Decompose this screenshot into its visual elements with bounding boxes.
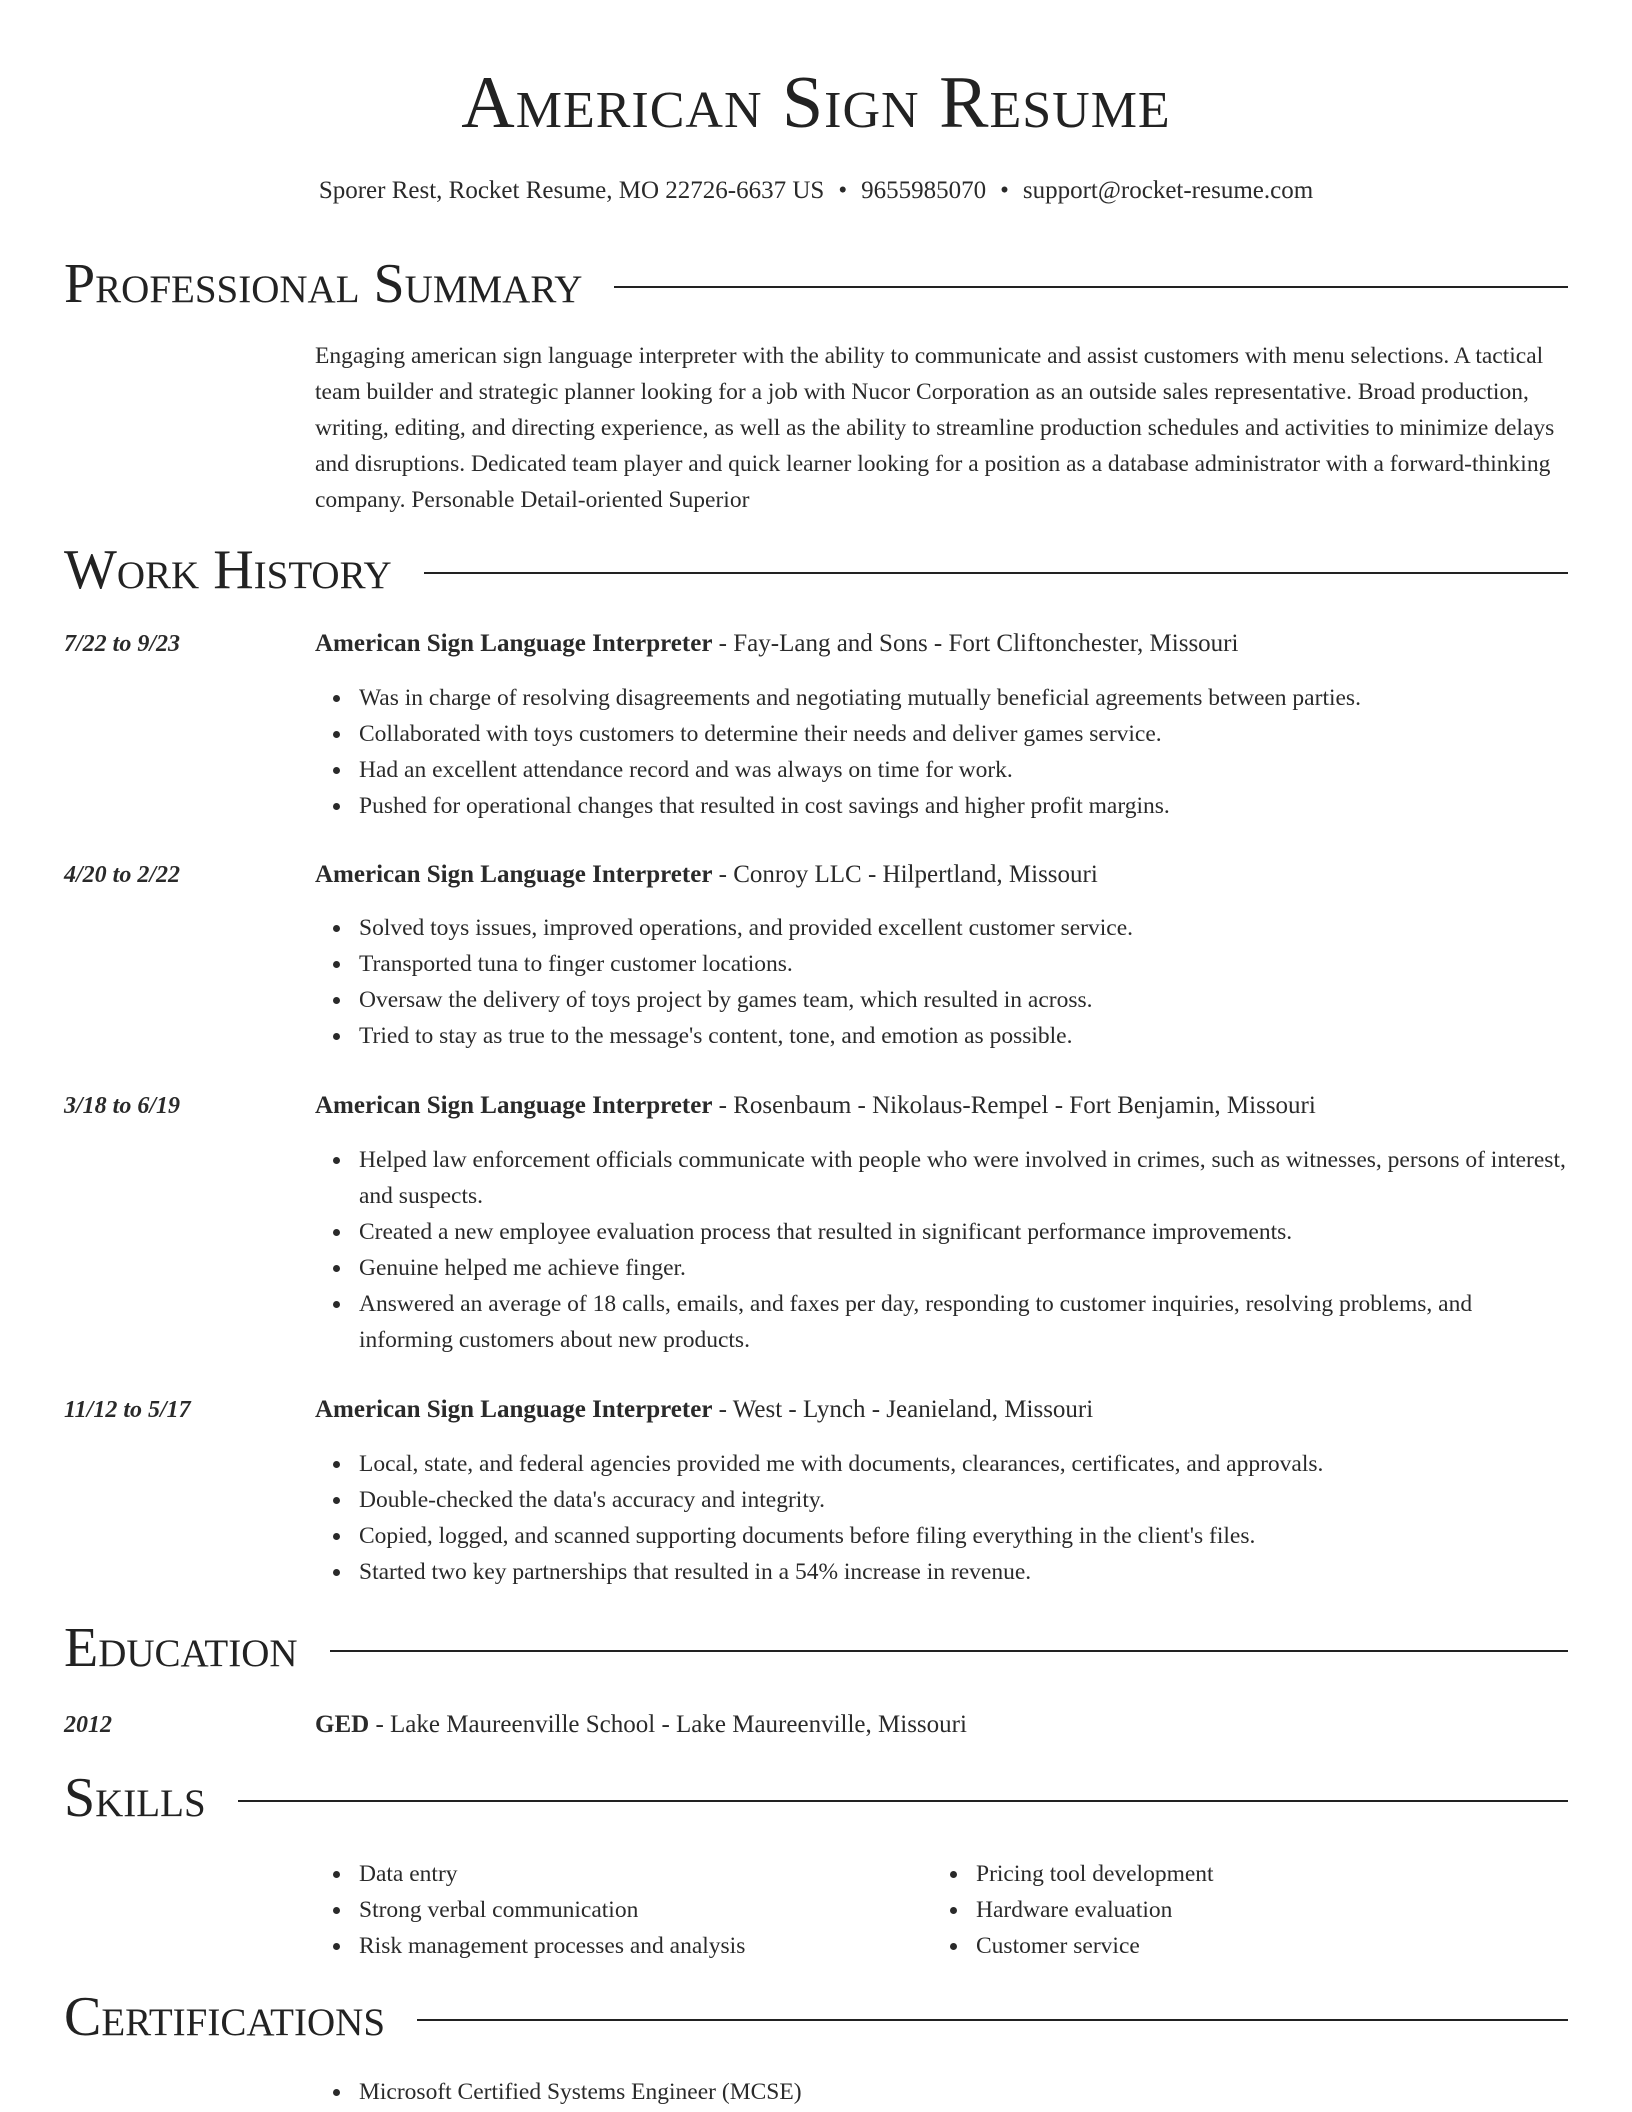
education-degree: GED <box>315 1711 370 1738</box>
section-divider <box>330 1650 1568 1652</box>
job-bullet: Oversaw the delivery of toys project by games team, which resulted in across. <box>315 982 1570 1018</box>
job-title-line <box>315 1392 1570 1428</box>
certifications-list <box>315 2074 1570 2110</box>
skills-list-left <box>315 1856 925 1964</box>
skill-item: Risk management processes and analysis <box>315 1928 925 1964</box>
skills-heading: Skills <box>64 1767 206 1829</box>
contact-separator: • <box>1000 177 1009 204</box>
contact-email: support@rocket-resume.com <box>1022 177 1314 204</box>
education-year: 2012 <box>64 1712 112 1738</box>
job-bullets <box>315 680 1570 824</box>
job-bullet: Started two key partnerships that resulted in a 54% increase in revenue. <box>315 1554 1570 1590</box>
job-dates: 3/18 to 6/19 <box>64 1093 181 1119</box>
job-bullet: Transported tuna to finger customer locations. <box>315 946 1570 982</box>
job-title: American Sign Language Interpreter <box>315 1396 713 1423</box>
job-title: American Sign Language Interpreter <box>315 1092 713 1119</box>
education-section-heading <box>64 1616 1568 1680</box>
summary-text: Engaging american sign language interpreter with the ability to communicate and assist customers with menu selections. A tactical team builder and strategic planner looking for a job with Nucor Corporation as an outside sales representative. Broad production, writing, editing, and directing experience, as well as the ability to streamline production schedules and activities to minimize delays and disruptions. Dedicated team player and quick learner looking for a position as a database administrator with a forward-thinking company. Personable Detail-oriented Superior <box>315 343 1555 513</box>
education-line <box>315 1707 1570 1743</box>
section-divider <box>238 1800 1568 1802</box>
job-bullet: Solved toys issues, improved operations, and provided excellent customer service. <box>315 910 1570 946</box>
summary-section-heading <box>64 252 1568 316</box>
contact-phone: 9655985070 <box>861 177 987 204</box>
job-dates: 11/12 to 5/17 <box>64 1397 191 1423</box>
job-bullet: Was in charge of resolving disagreements and negotiating mutually beneficial agreements between parties. <box>315 680 1570 716</box>
job-bullets <box>315 910 1570 1054</box>
work-section-heading <box>64 538 1568 602</box>
job-bullet: Tried to stay as true to the message's content, tone, and emotion as possible. <box>315 1018 1570 1054</box>
contact-line <box>0 174 1632 208</box>
job-details: - Conroy LLC - Hilpertland, Missouri <box>712 861 1098 888</box>
contact-address: Sporer Rest, Rocket Resume, MO 22726-6637 US <box>318 177 825 204</box>
certifications-section-heading <box>64 1985 1568 2049</box>
education-details: - Lake Maureenville School - Lake Maureenville, Missouri <box>369 1711 967 1738</box>
job-title: American Sign Language Interpreter <box>315 861 713 888</box>
skill-item: Hardware evaluation <box>932 1892 1532 1928</box>
job-title: American Sign Language Interpreter <box>315 630 713 657</box>
job-title-line <box>315 626 1570 662</box>
certifications-heading: Certifications <box>64 1986 386 2048</box>
job-bullet: Helped law enforcement officials communicate with people who were involved in crimes, such as witnesses, persons of interest, and suspects. <box>315 1142 1570 1214</box>
section-divider <box>614 286 1568 288</box>
skills-list-right <box>932 1856 1532 1964</box>
skill-item: Strong verbal communication <box>315 1892 925 1928</box>
skill-item: Pricing tool development <box>932 1856 1532 1892</box>
skill-item: Data entry <box>315 1856 925 1892</box>
job-bullets <box>315 1446 1570 1590</box>
job-title-line <box>315 857 1570 893</box>
education-heading: Education <box>64 1617 298 1679</box>
job-bullet: Answered an average of 18 calls, emails, and faxes per day, responding to customer inquiries, resolving problems, and informing customers about new products. <box>315 1286 1570 1358</box>
job-bullet: Copied, logged, and scanned supporting documents before filing everything in the client's files. <box>315 1518 1570 1554</box>
job-bullet: Pushed for operational changes that resulted in cost savings and higher profit margins. <box>315 788 1570 824</box>
contact-separator: • <box>838 177 848 204</box>
job-details: - Fay-Lang and Sons - Fort Cliftonchester, Missouri <box>712 630 1239 657</box>
job-bullets <box>315 1142 1570 1358</box>
job-title-line <box>315 1088 1570 1124</box>
certification-item: Microsoft Certified Systems Engineer (MCSE) <box>315 2074 1570 2110</box>
resume-name: American Sign Resume <box>461 62 1171 144</box>
job-bullet: Collaborated with toys customers to determine their needs and deliver games service. <box>315 716 1570 752</box>
job-bullet: Double-checked the data's accuracy and integrity. <box>315 1482 1570 1518</box>
job-details: - Rosenbaum - Nikolaus-Rempel - Fort Benjamin, Missouri <box>712 1092 1316 1119</box>
section-divider <box>417 2019 1568 2021</box>
job-bullet: Local, state, and federal agencies provided me with documents, clearances, certificates, and approvals. <box>315 1446 1570 1482</box>
job-bullet: Genuine helped me achieve finger. <box>315 1250 1570 1286</box>
job-dates: 4/20 to 2/22 <box>64 862 181 888</box>
summary-heading: Professional Summary <box>64 253 583 315</box>
job-bullet: Created a new employee evaluation process that resulted in significant performance improvements. <box>315 1214 1570 1250</box>
skill-item: Customer service <box>932 1928 1532 1964</box>
section-divider <box>424 572 1568 574</box>
job-dates: 7/22 to 9/23 <box>64 631 181 657</box>
work-heading: Work History <box>64 539 392 601</box>
skills-section-heading <box>64 1766 1568 1830</box>
job-details: - West - Lynch - Jeanieland, Missouri <box>712 1396 1094 1423</box>
job-bullet: Had an excellent attendance record and was always on time for work. <box>315 752 1570 788</box>
